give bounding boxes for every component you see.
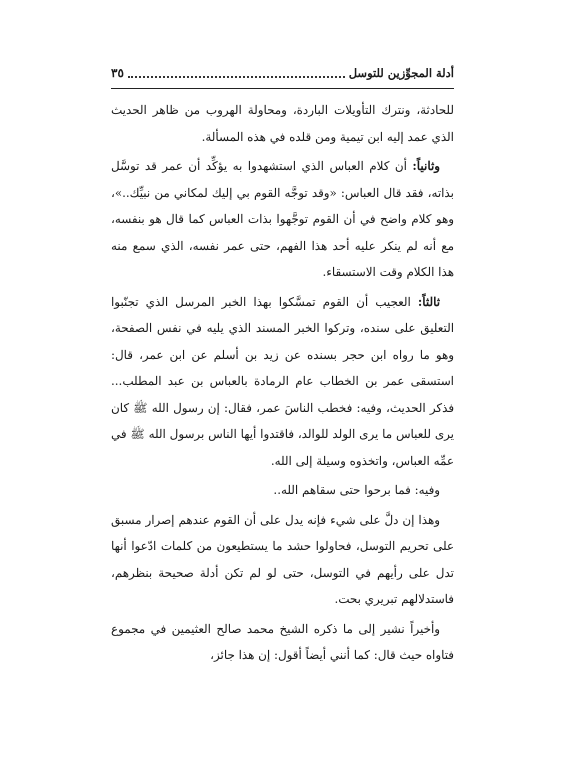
paragraph-text: وهذا إن دلَّ على شيء فإنه يدل على أن القوم عندهم إصرار مسبق على تحريم التوسل، فحاولوا حشد ما يستطيعون من كلمات ادّعوا أنها تدل على رأيهم في التوسل، حتى لو لم تكن أدلة صحيحة بنظرهم، فاستدلالهم تبريري بحت. [111, 512, 454, 606]
paragraph [111, 153, 454, 286]
paragraph-text: وأخيراً نشير إلى ما ذكره الشيخ محمد صالح العثيمين في مجموع فتاواه حيث قال: كما أنني أيضاً أقول: إن هذا جائز، [111, 621, 454, 662]
running-header [111, 62, 454, 89]
paragraph-lead: ثالثاً: [417, 294, 440, 309]
paragraph-text: أن كلام العباس الذي استشهدوا به يؤكِّد أن عمر قد توسَّل بذاته، فقد قال العباس: «وقد توجَّه القوم بي إليك لمكاني من نبيِّك..»، وهو كلام واضح في أن القوم توجَّهوا بذات العباس كما قال هو بنفسه، مع أنه لم ينكر عليه أحد هذا الفهم، حتى عمر نفسه، الذي سمع منه هذا الكلام وقت الاستسقاء. [111, 159, 454, 279]
paragraph-text: وفيه: فما برحوا حتى سقاهم الله.. [273, 483, 440, 497]
paragraph [111, 507, 454, 613]
header-dot-leader [128, 75, 345, 78]
body-text [111, 97, 454, 669]
paragraph [111, 289, 454, 475]
paragraph [111, 616, 454, 669]
paragraph-lead: وثانياً: [412, 159, 440, 173]
paragraph-text: العجيب أن القوم تمسَّكوا بهذا الخبر المرسل الذي تجنّبوا التعليق على سنده، وتركوا الخبر المسند الذي يليه في نفس الصفحة، وهو ما رواه ابن حجر بسنده عن زيد بن أسلم عن ابن عمر، قال: استسقى عمر بن الخطاب عام الرمادة بالعباس بن عبد المطلب... فذكر الحديث، وفيه: فخطب الناسَ عمر، فقال: إن رسول الله ﷺ كان يرى للعباس ما يرى الولد للوالد، فاقتدوا أيها الناس برسول الله ﷺ في عمِّه العباس، واتخذوه وسيلة إلى الله. [111, 294, 454, 468]
book-page [111, 62, 454, 702]
page-number: ٣٥ [111, 66, 124, 80]
paragraph-text: للحادثة، ونترك التأويلات الباردة، ومحاولة الهروب من ظاهر الحديث الذي عمد إليه ابن تيمية ومن قلده في هذه المسألة. [111, 103, 454, 144]
paragraph [111, 477, 454, 504]
header-title: أدلة المجوِّزين للتوسل [348, 66, 454, 80]
paragraph [111, 97, 454, 150]
